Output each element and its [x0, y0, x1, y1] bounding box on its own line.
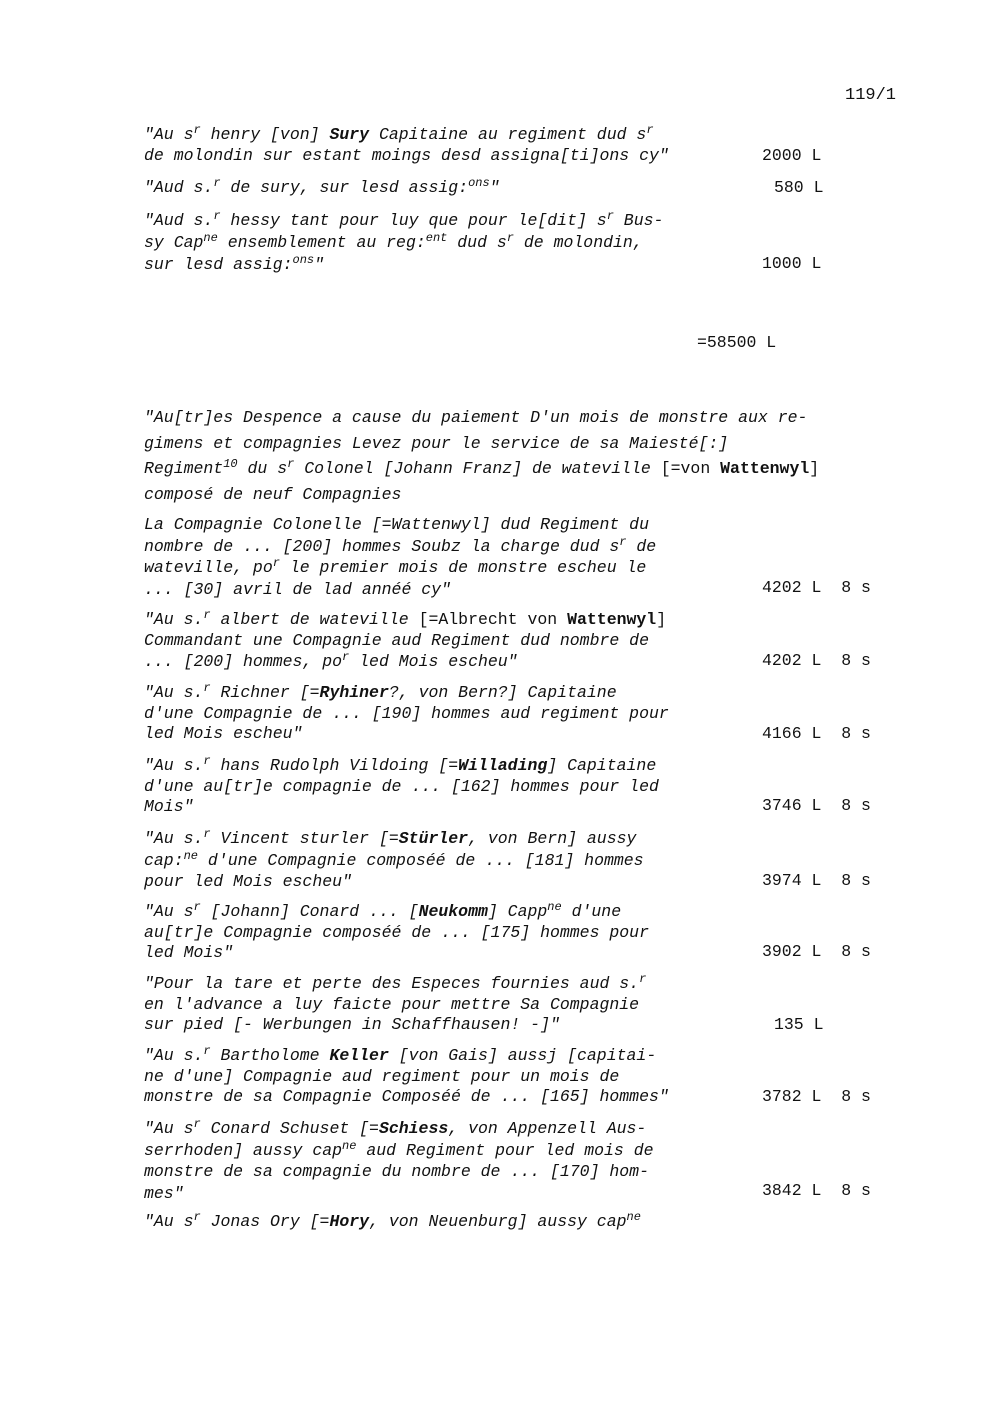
entry-amount: 3842 L 8 s	[762, 1181, 871, 1200]
entry-amount: 3746 L 8 s	[762, 796, 871, 815]
entry-sury-2: "Aud s.$^r$ de sury, sur lesd assig:$^{ons}$"	[144, 176, 500, 197]
entry-sturler: "Au s.$^r$ Vincent sturler [=Stürler, von Bern] aussy cap:$^{ne}$ d'une Compagnie composéé de ... [181] hommes pour led Mois escheu"	[144, 827, 644, 891]
entry-willading: "Au s.$^r$ hans Rudolph Vildoing [=Willading] Capitaine d'une au[tr]e compagnie de ... [162] hommes pour led Mois"	[144, 754, 659, 816]
entry-amount: 4166 L 8 s	[762, 724, 871, 743]
entry-hory: "Au $s^r$ Jonas Ory [=Hory, von Neuenburg] aussy cap$^{ne}$	[144, 1210, 641, 1231]
page-number: 119/1	[845, 86, 897, 105]
entry-schiess: "Au $s^r$ Conard Schuset [=Schiess, von Appenzell Aus- serrhoden] aussy cap$^{ne}$ aud Regiment pour led mois de monstre de sa compagnie du nombre de ... [170] hom- mes"	[144, 1117, 654, 1203]
entry-keller: "Au s.$^r$ Bartholome Keller [von Gais] aussj [capitai- ne d'une] Compagnie aud regiment pour un mois de monstre de sa Compagnie Composéé de ... [165] hommes"	[144, 1044, 669, 1106]
entry-amount: 580 L	[774, 178, 824, 197]
entry-tare: "Pour la tare et perte des Especes fournies aud s.$^r$ en l'advance a luy faicte pour mettre Sa Compagnie sur pied [- Werbungen in Schaffhausen! -]"	[144, 972, 647, 1034]
section-heading: "Au[tr]es Despence a cause du paiement D'un mois de monstre aux re- gimens et compagnies Levez pour le service de sa Maiesté[:] Regiment$^{10}$ du $s^r$ Colonel [Johann Franz] de wateville [=von Wattenwyl] composé de neuf Compagnies	[144, 408, 820, 504]
entry-amount: 3974 L 8 s	[762, 871, 871, 890]
total-amount: =58500 L	[697, 333, 777, 352]
entry-amount: 4202 L 8 s	[762, 651, 871, 670]
entry-amount: 4202 L 8 s	[762, 578, 871, 597]
entry-hessy: "Aud s.$^r$ hessy tant pour luy que pour le[dit] $s^r$ Bus- sy Cap$^{ne}$ ensemblement au reg:$^{ent}$ dud $s^r$ de molondin, sur lesd assig:$^{ons}$"	[144, 209, 664, 274]
entry-sury: "Au $s^r$ henry [von] Sury Capitaine au regiment dud $s^r$ de molondin sur estant moings desd assigna[ti]ons cy"	[144, 123, 669, 165]
entry-neukomm: "Au $s^r$ [Johann] Conard ... [Neukomm] Capp$^{ne}$ d'une au[tr]e Compagnie composéé de ... [175] hommes pour led Mois"	[144, 900, 649, 962]
entry-amount: 2000 L	[762, 146, 822, 165]
entry-amount: 3902 L 8 s	[762, 942, 871, 961]
entry-amount: 3782 L 8 s	[762, 1087, 871, 1106]
entry-albert: "Au s.$^r$ albert de wateville [=Albrecht von Wattenwyl] Commandant une Compagnie aud Regiment dud nombre de ... [200] hommes, $po^r$ led Mois escheu"	[144, 608, 667, 671]
entry-amount: 1000 L	[762, 254, 822, 273]
entry-colonelle: La Compagnie Colonelle [=Wattenwyl] dud Regiment du nombre de ... [200] hommes Soubz la charge dud $s^r$ de wateville, $po^r$ le premier mois de monstre escheu le ... [30] avril de lad annéé cy"	[144, 515, 657, 599]
entry-richner: "Au s.$^r$ Richner [=Ryhiner?, von Bern?] Capitaine d'une Compagnie de ... [190] hommes aud regiment pour led Mois escheu"	[144, 681, 669, 743]
entry-amount: 135 L	[774, 1015, 824, 1034]
